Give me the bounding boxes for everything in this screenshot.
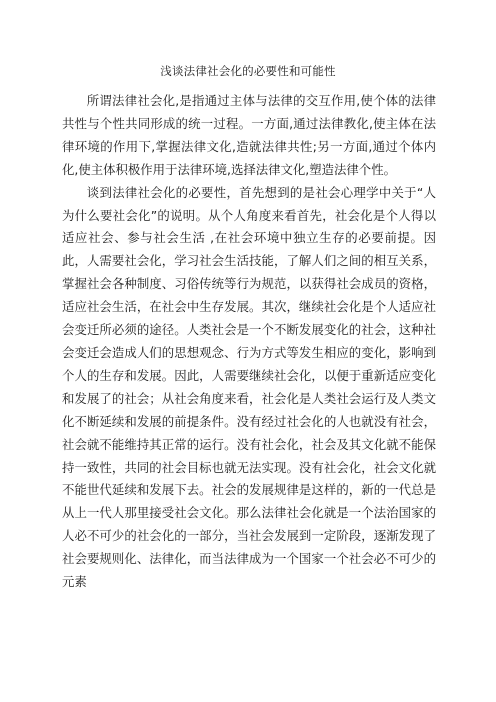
document-body [62,90,436,594]
document-title: 浅谈法律社会化的必要性和可能性 [160,64,336,78]
paragraph-definition: 所谓法律社会化,是指通过主体与法律的交互作用,使个体的法律共性与个性共同形成的统一过程。一方面,通过法律教化,使主体在法律环境的作用下,掌握法律文化,造就法律共性;另一方面,通过个体内化,使主体积极作用于法律环境,选择法律文化,塑造法律个性。 [62,93,436,177]
paragraph-necessity: 谈到法律社会化的必要性，首先想到的是社会心理学中关于“人为什么要社会化”的说明。从个人角度来看首先，社会化是个人得以适应社会、参与社会生活 ,在社会环境中独立生存的必要前提。因此，人需要社会化，学习社会生活技能，了解人们之间的相互关系，掌握社会各种制度、习俗传统等行为规范，以获得社会成员的资格，适应社会生活，在社会中生存发展。其次，继续社会化是个人适应社会变迁所必须的途径。人类社会是一个不断发展变化的社会，这种社会变迁会造成人们的思想观念、行为方式等发生相应的变化，影响到个人的生存和发展。因此，人需要继续社会化，以便于重新适应变化和发展了的社会；从社会角度来看，社会化是人类社会运行及人类文化不断延续和发展的前提条件。没有经过社会化的人也就没有社会，社会就不能维持其正常的运行。没有社会化，社会及其文化就不能保持一致性，共同的社会目标也就无法实现。没有社会化，社会文化就不能世代延续和发展下去。社会的发展规律是这样的，新的一代总是从上一代人那里接受社会文化。那么法律社会化就是一个法治国家的人必不可少的社会化的一部分，当社会发展到一定阶段，逐渐发现了社会要规则化、法律化，而当法律成为一个国家一个社会必不可少的元素 [62,184,436,590]
